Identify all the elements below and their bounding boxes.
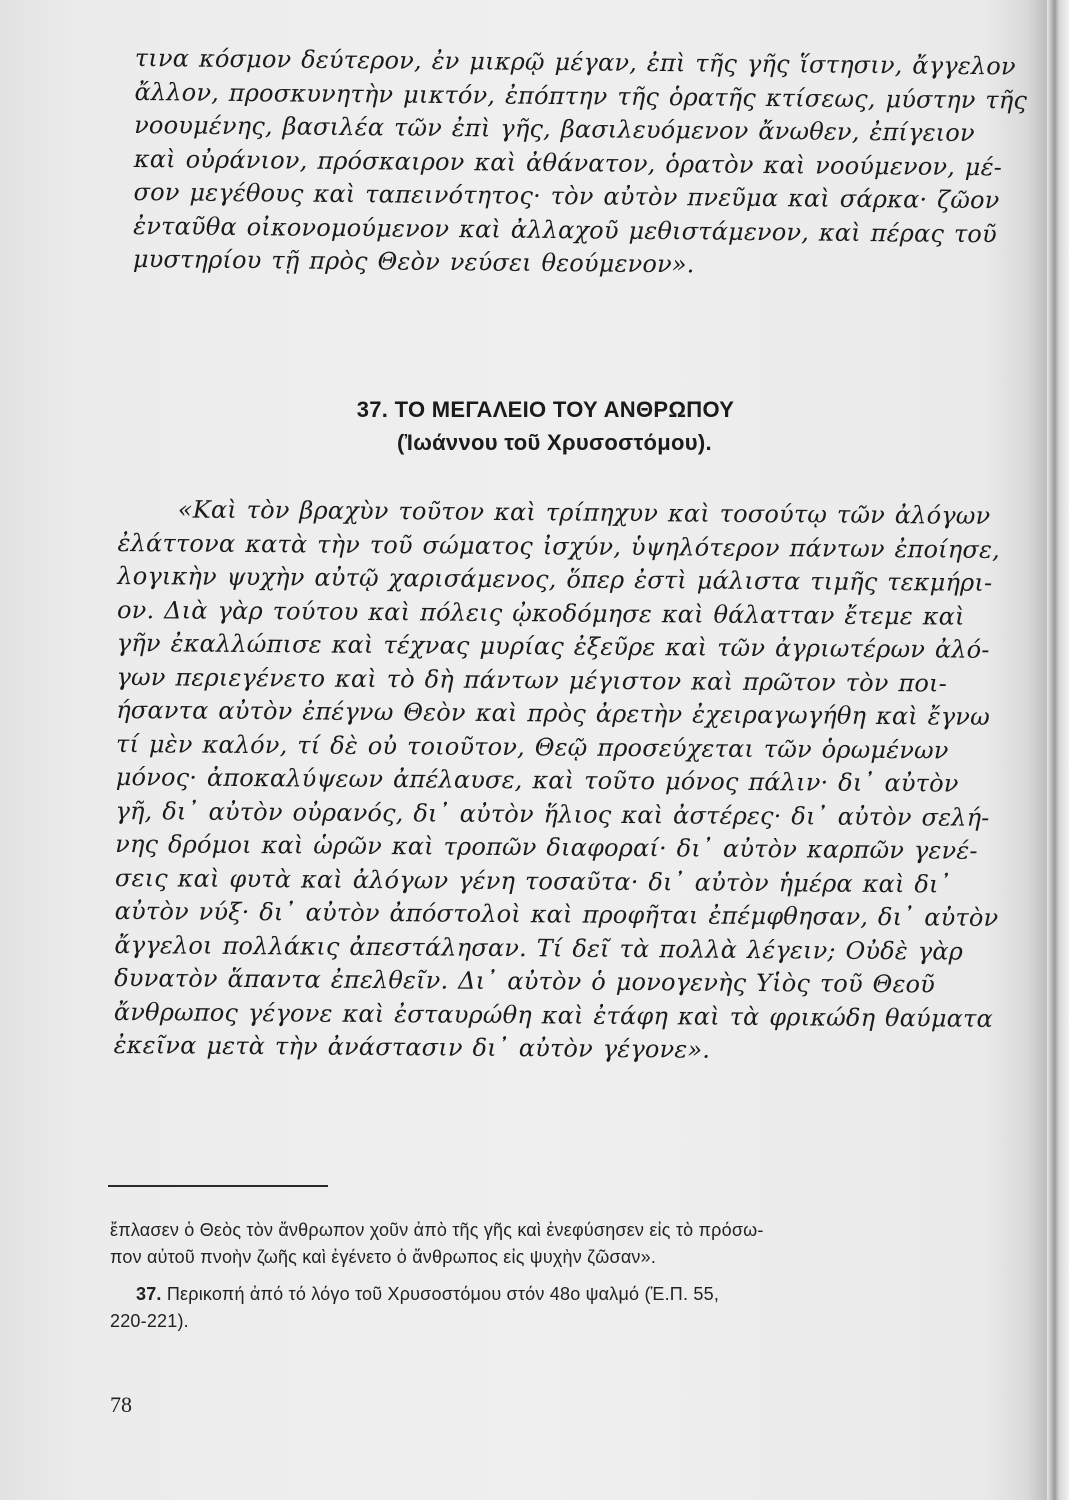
footnote-line: 220-221). (110, 1311, 189, 1331)
text-line: σεις καὶ φυτὰ καὶ ἀλόγων γένη τοσαῦτα· δι᾽ αὐτὸν ἡμέρα καὶ δι᾽ (114, 863, 952, 899)
text-line: «Καὶ τὸν βραχὺν τοῦτον καὶ τρίπηχυν καὶ τοσούτῳ τῶν ἀλόγων (177, 495, 991, 530)
text-line: νοουμένης, βασιλέα τῶν ἐπὶ γῆς, βασιλευόμενον ἄνωθεν, ἐπίγειον (134, 110, 975, 148)
text-line: τινα κόσμον δεύτερον, ἐν μικρῷ μέγαν, ἐπὶ τῆς γῆς ἵστησιν, ἄγγελον (134, 43, 1016, 81)
text-line: ἄνθρωπος γέγονε καὶ ἐσταυρώθη καὶ ἐτάφη καὶ τὰ φρικώδη θαύματα (113, 997, 994, 1033)
text-line: μόνος· ἀποκαλύψεων ἀπέλαυσε, καὶ τοῦτο μόνος πάλιν· δι᾽ αὐτὸν (115, 762, 959, 798)
page-binding-edge (1047, 0, 1069, 1500)
section-title: 37. ΤΟ ΜΕΓΑΛΕΙΟ ΤΟΥ ΑΝΘΡΩΠΟΥ (356, 397, 735, 422)
text-line: ήσαντα αὐτὸν ἐπέγνω Θεὸν καὶ πρὸς ἀρετὴν ἐχειραγωγήθη καὶ ἔγνω (116, 695, 991, 731)
footnotes (110, 1217, 990, 1335)
text-line: λογικὴν ψυχὴν αὐτῷ χαρισάμενος, ὅπερ ἐστὶ μάλιστα τιμῆς τεκμήρι- (117, 561, 993, 597)
text-line: ἐλάττονα κατὰ τὴν τοῦ σώματος ἰσχύν, ὑψηλότερον πάντων ἐποίησε, (117, 528, 1001, 564)
footnote-divider (108, 1185, 328, 1187)
text-line: μυστηρίου τῇ πρὸς Θεὸν νεύσει θεούμενον». (132, 244, 695, 279)
text-line: τί μὲν καλόν, τί δὲ οὐ τοιοῦτον, Θεῷ προσεύχεται τῶν ὁρωμένων (115, 729, 949, 765)
text-line: καὶ οὐράνιον, πρόσκαιρον καὶ ἀθάνατον, ὁρατὸν καὶ νοούμενον, μέ- (133, 144, 1003, 181)
text-line: γῆν ἐκαλλώπισε καὶ τέχνας μυρίας ἐξεῦρε καὶ τῶν ἀγριωτέρων ἀλό- (116, 628, 990, 664)
footnote-line: ἔπλασεν ὁ Θεὸς τὸν ἄνθρωπον χοῦν ἀπὸ τῆς γῆς καὶ ἐνεφύσησεν εἰς τὸ πρόσω- (110, 1220, 764, 1240)
text-line: γων περιεγένετο καὶ τὸ δὴ πάντων μέγιστον καὶ πρῶτον τὸν ποι- (116, 662, 948, 698)
text-line: ἄλλον, προσκυνητὴν μικτόν, ἐπόπτην τῆς ὁρατῆς κτίσεως, μύστην τῆς (134, 77, 1028, 115)
quote-passage (114, 493, 1013, 1070)
page-number: 78 (110, 1392, 132, 1417)
text-line: αὐτὸν νύξ· δι᾽ αὐτὸν ἀπόστολοὶ καὶ προφῆται ἐπέμφθησαν, δι᾽ αὐτὸν (114, 896, 999, 932)
text-line: ἄγγελοι πολλάκις ἀπεστάλησαν. Τί δεῖ τὰ πολλὰ λέγειν; Οὐδὲ γὰρ (114, 930, 964, 966)
footnote-37 (110, 1281, 990, 1308)
footnote-text: Περικοπή ἀπό τό λόγο τοῦ Χρυσοστόμου στόν 48ο ψαλμό (Ἑ.Π. 55, (166, 1284, 720, 1304)
section-subtitle: (Ἰωάννου τοῦ Χρυσοστόμου). (397, 430, 712, 455)
footnote-number: 37. (136, 1284, 162, 1304)
text-line: ἐνταῦθα οἰκονομούμενον καὶ ἀλλαχοῦ μεθιστάμενον, καὶ πέρας τοῦ (133, 211, 997, 248)
text-line: δυνατὸν ἅπαντα ἐπελθεῖν. Δι᾽ αὐτὸν ὁ μονογενὴς Υἱὸς τοῦ Θεοῦ (114, 963, 936, 999)
text-line: γῆ, δι᾽ αὐτὸν οὐρανός, δι᾽ αὐτὸν ἥλιος καὶ ἀστέρες· δι᾽ αὐτὸν σελή- (115, 796, 990, 832)
footnote-line: πον αὐτοῦ πνοὴν ζωῆς καὶ ἐγένετο ὁ ἄνθρωπος εἰς ψυχὴν ζῶσαν». (110, 1247, 657, 1267)
top-passage (132, 42, 1028, 285)
text-line: νης δρόμοι καὶ ὡρῶν καὶ τροπῶν διαφοραί· δι᾽ αὐτὸν καρπῶν γενέ- (115, 829, 978, 865)
text-line: σον μεγέθους καὶ ταπεινότητος· τὸν αὐτὸν πνεῦμα καὶ σάρκα· ζῶον (133, 177, 1000, 215)
text-line: ον. Διὰ γὰρ τούτου καὶ πόλεις ᾠκοδόμησε καὶ θάλατταν ἔτεμε καὶ (116, 595, 965, 631)
text-line: ἐκεῖνα μετὰ τὴν ἀνάστασιν δι᾽ αὐτὸν γέγονε». (113, 1030, 711, 1064)
